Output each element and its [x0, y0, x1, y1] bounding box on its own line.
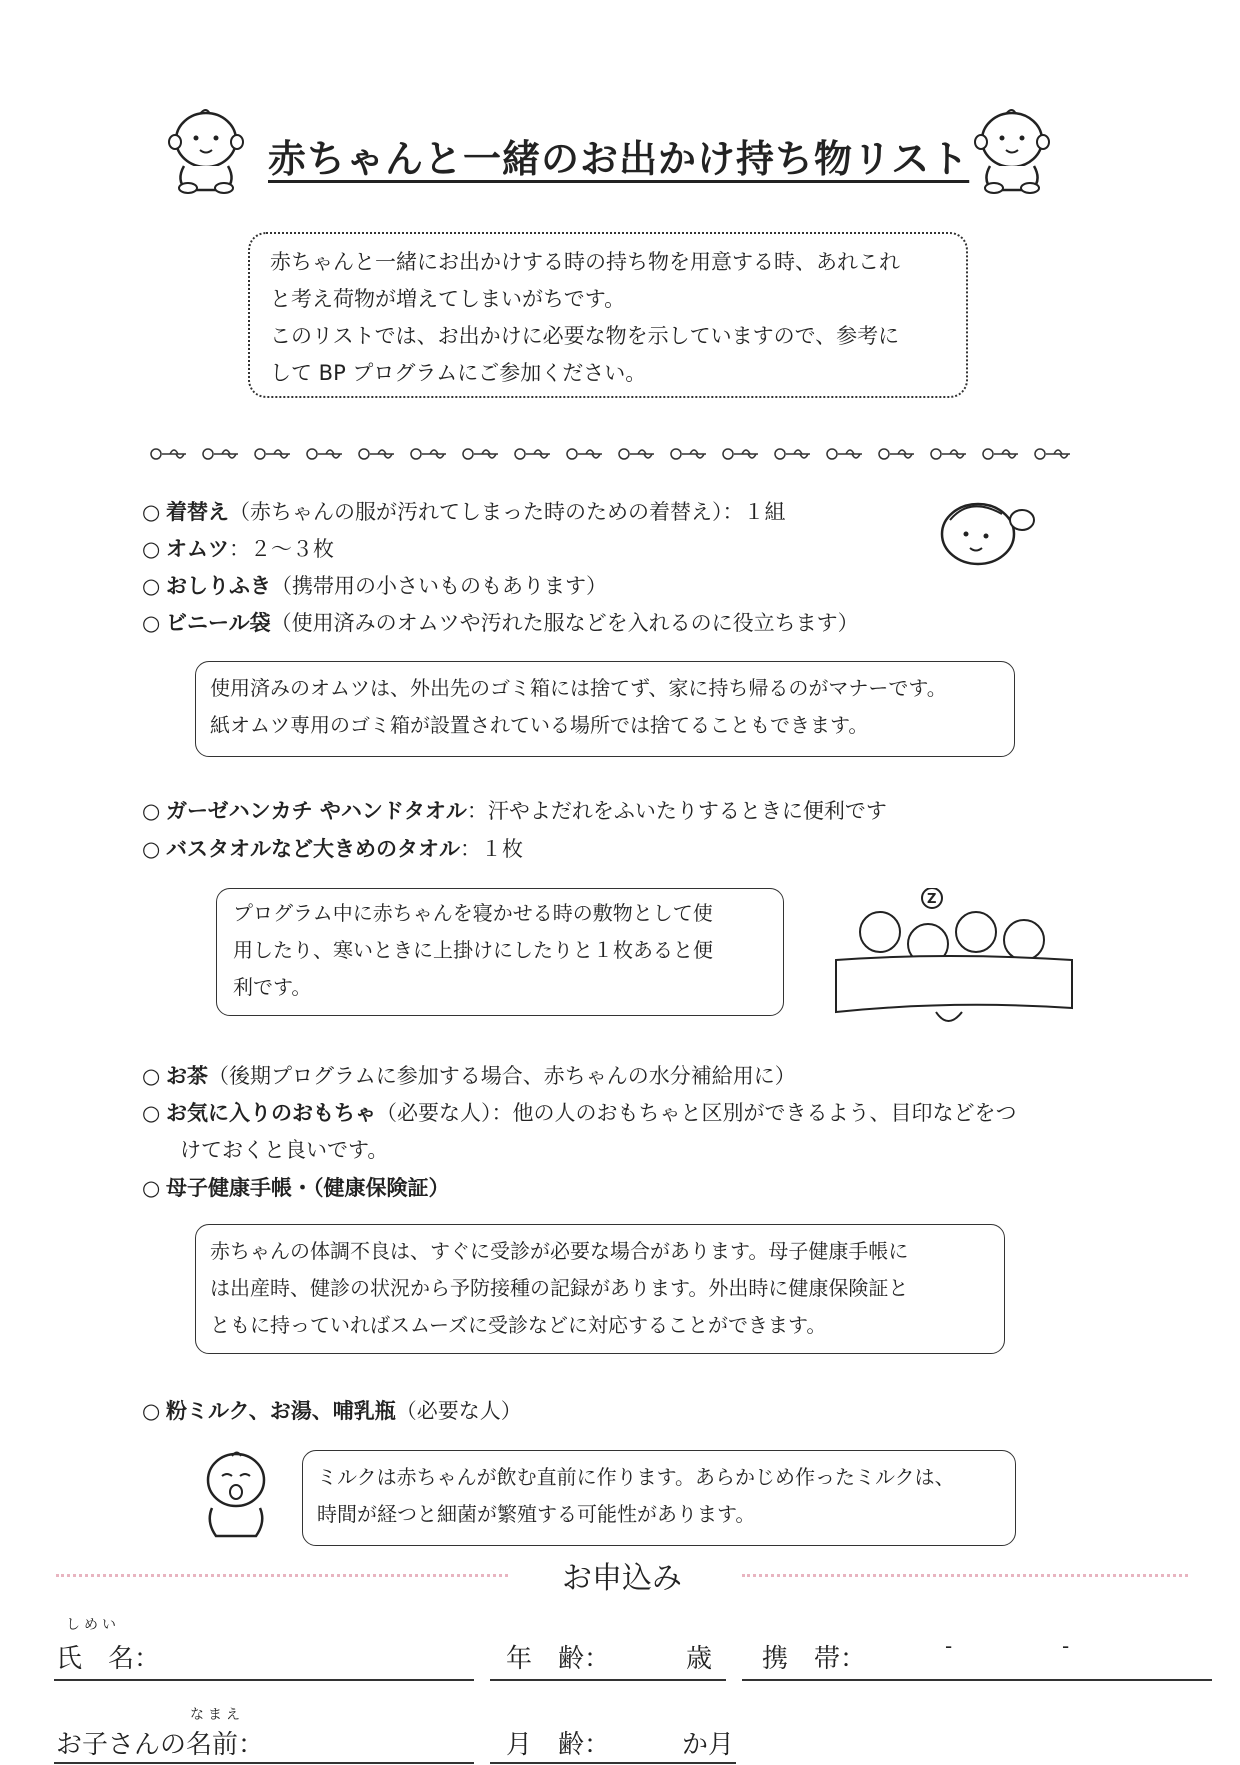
bullet-circle-icon: ○ [142, 500, 161, 524]
list-item: ○ オムツ：２～３枚 [142, 534, 334, 564]
bullet-circle-icon: ○ [142, 1176, 161, 1200]
vine-motif [151, 449, 186, 459]
note-milk [302, 1450, 1016, 1546]
intro-line: して BP プログラムにご参加ください。 [270, 361, 647, 385]
vine-motif [775, 449, 810, 459]
note-line: 利です。 [233, 975, 312, 999]
baby-sitting-illustration-left [160, 100, 252, 196]
vine-motif [307, 449, 342, 459]
vine-motif [359, 449, 394, 459]
vine-motif [983, 449, 1018, 459]
list-item: ○ おしりふき（携帯用の小さいものもあります） [142, 571, 607, 601]
name-ruby: しめい [66, 1617, 120, 1633]
child-name-field[interactable] [54, 1762, 474, 1764]
vine-motif [255, 449, 290, 459]
note-towel [216, 888, 784, 1016]
list-item: ○ 粉ミルク、お湯、哺乳瓶（必要な人） [142, 1396, 522, 1426]
note-line: 赤ちゃんの体調不良は、すぐに受診が必要な場合があります。母子健康手帳に [210, 1239, 909, 1263]
divider-right [742, 1574, 1188, 1577]
note-line: は出産時、健診の状況から予防接種の記録があります。外出時に健康保険証と [210, 1276, 909, 1300]
vine-motif [567, 449, 602, 459]
vine-motif [411, 449, 446, 459]
baby-crying-illustration [196, 1446, 276, 1542]
vine-motif [879, 449, 914, 459]
note-line: プログラム中に赤ちゃんを寝かせる時の敷物として使 [233, 901, 713, 925]
bullet-circle-icon: ○ [142, 1101, 161, 1125]
bullet-circle-icon: ○ [142, 837, 161, 861]
phone-label: 携 帯： [762, 1644, 867, 1674]
list-item: ○ ガーゼハンカチ やハンドタオル：汗やよだれをふいたりするときに便利です [142, 796, 887, 826]
name-label: 氏 名： [56, 1644, 161, 1674]
note-line: 時間が経つと細菌が繁殖する可能性があります。 [317, 1502, 756, 1526]
bullet-circle-icon: ○ [142, 537, 161, 561]
list-item: ○ ビニール袋（使用済みのオムツや汚れた服などを入れるのに役立ちます） [142, 608, 859, 638]
note-diaper [195, 661, 1015, 757]
months-unit: か月 [682, 1730, 735, 1760]
list-item-continuation: けておくと良いです。 [180, 1138, 389, 1162]
baby-face-illustration [930, 490, 1040, 570]
bullet-circle-icon: ○ [142, 574, 161, 598]
vine-motif [827, 449, 862, 459]
list-item: ○ 母子健康手帳・（健康保険証） [142, 1173, 450, 1203]
vine-motif [463, 449, 498, 459]
divider-left [56, 1574, 508, 1577]
list-item: ○ 着替え（赤ちゃんの服が汚れてしまった時のための着替え）：１組 [142, 497, 786, 527]
intro-line: 赤ちゃんと一緒にお出かけする時の持ち物を用意する時、あれこれ [270, 250, 900, 274]
intro-box [248, 232, 968, 398]
list-item: ○ バスタオルなど大きめのタオル：１枚 [142, 834, 523, 864]
vine-motif [671, 449, 706, 459]
bullet-circle-icon: ○ [142, 1064, 161, 1088]
intro-line: このリストでは、お出かけに必要な物を示していますので、参考に [270, 324, 900, 348]
vine-motif [515, 449, 550, 459]
bullet-circle-icon: ○ [142, 1399, 161, 1423]
page-title: 赤ちゃんと一緒のお出かけ持ち物リスト [268, 137, 970, 181]
age-unit: 歳 [686, 1644, 713, 1674]
months-label: 月 齢： [506, 1730, 611, 1760]
floral-divider [140, 436, 1080, 476]
vine-motif [203, 449, 238, 459]
note-line: ともに持っていればスムーズに受診などに対応することができます。 [210, 1313, 827, 1337]
name-field[interactable] [54, 1679, 474, 1681]
baby-sitting-illustration-right [966, 100, 1058, 196]
sleeping-babies-illustration [828, 888, 1078, 1048]
note-line: 紙オムツ専用のゴミ箱が設置されている場所では捨てることもできます。 [210, 713, 869, 737]
list-item: ○ お気に入りのおもちゃ（必要な人）：他の人のおもちゃと区別ができるよう、目印などをつ [142, 1098, 1017, 1128]
phone-field[interactable] [742, 1679, 1212, 1681]
phone-separator: - [1062, 1634, 1070, 1658]
bullet-circle-icon: ○ [142, 611, 161, 635]
bullet-circle-icon: ○ [142, 799, 161, 823]
note-line: ミルクは赤ちゃんが飲む直前に作ります。あらかじめ作ったミルクは、 [317, 1465, 955, 1489]
months-field[interactable] [490, 1762, 736, 1764]
vine-motif [1035, 449, 1070, 459]
list-item: ○ お茶（後期プログラムに参加する場合、赤ちゃんの水分補給用に） [142, 1061, 796, 1091]
age-label: 年 齢： [506, 1644, 611, 1674]
age-field[interactable] [490, 1679, 726, 1681]
note-line: 使用済みのオムツは、外出先のゴミ箱には捨てず、家に持ち帰るのがマナーです。 [210, 676, 947, 700]
note-line: 用したり、寒いときに上掛けにしたりと１枚あると便 [233, 938, 713, 962]
child-name-label: お子さんの名前： [56, 1730, 265, 1760]
vine-motif [931, 449, 966, 459]
note-handbook [195, 1224, 1005, 1354]
zzz-sleep-icon: Z [927, 892, 937, 907]
phone-separator: - [945, 1634, 953, 1658]
vine-motif [723, 449, 758, 459]
vine-motif [619, 449, 654, 459]
child-name-ruby: なまえ [190, 1707, 244, 1723]
application-heading: お申込み [562, 1561, 682, 1596]
intro-line: と考え荷物が増えてしまいがちです。 [270, 287, 626, 311]
